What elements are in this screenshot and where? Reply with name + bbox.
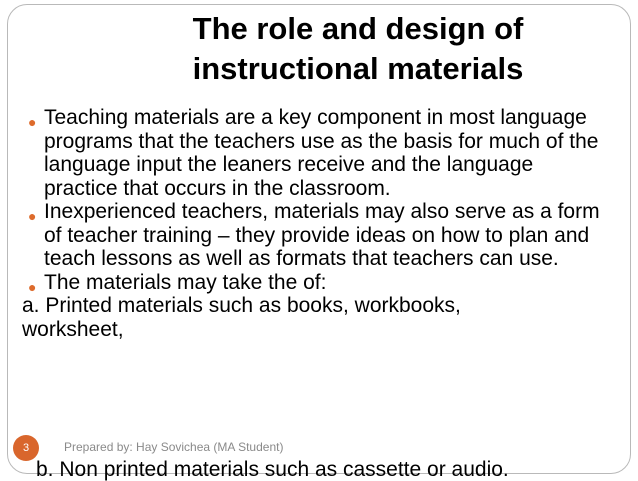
list-item-a: a. Printed materials such as books, workbooks, [22,294,461,317]
bullet-marker-icon: ● [28,114,37,130]
bullet-text: Inexperienced teachers, materials may also serve as a form of teacher training – they provide ideas on how to plan and teach lessons as well as formats that teachers can use. [44,200,600,270]
bullet-item [14,271,604,295]
bullet-marker-icon: ● [28,208,37,224]
bullet-item [14,106,604,200]
list-item-a-continued: worksheet, [22,317,124,341]
slide-body [14,106,604,341]
slide-number-badge: 3 [13,435,39,461]
bullet-text: The materials may take the of: [44,270,327,294]
list-item-b: b. Non printed materials such as cassette or audio. [36,458,509,481]
bullet-marker-icon: ● [28,278,37,295]
slide-title-line-2: instructional materials [192,51,524,86]
bullet-item [14,200,604,271]
slide-title-line-1: The role and design of [192,11,524,46]
slide-footer: Prepared by: Hay Sovichea (MA Student) [64,440,284,454]
bullet-text: Teaching materials are a key component in most language programs that the teachers use as the basis for much of the language input the leaners receive and the language practice that occurs in the classroom. [44,106,599,200]
slide-title [148,9,568,89]
